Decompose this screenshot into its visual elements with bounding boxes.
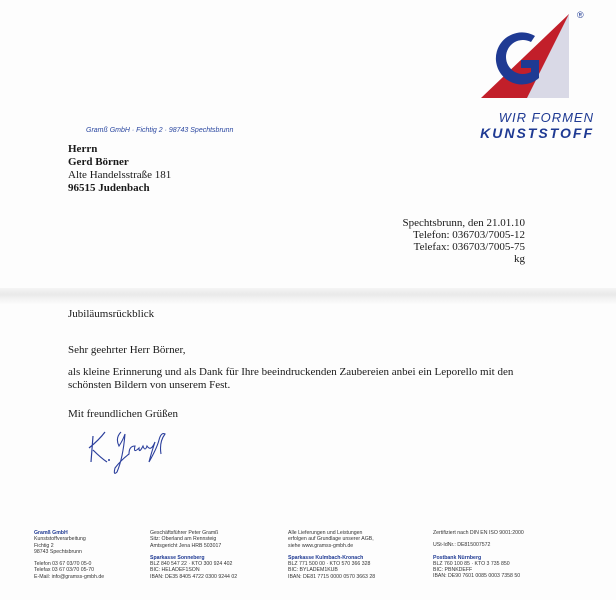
letter-greeting: Sehr geehrter Herr Börner,	[68, 344, 186, 356]
footer-text: IBAN: DE81 7715 0000 0570 3663 28	[288, 573, 376, 580]
recipient-salutation: Herrn	[68, 143, 98, 155]
slogan-line-2: KUNSTSTOFF	[480, 125, 594, 141]
footer-text: BLZ 760 100 85 · KTO 3 735 850	[433, 560, 510, 567]
sender-return-address: Gramß GmbH · Fichtig 2 · 98743 Spechtsbrunn	[86, 127, 234, 134]
footer-text: Alle Lieferungen und Leistungen	[288, 530, 363, 536]
recipient-city: 96515 Judenbach	[68, 182, 150, 194]
footer-bank-name: Sparkasse Kulmbach-Kronach	[288, 554, 364, 561]
footer-email: E-Mail: info@gramss-gmbh.de	[34, 573, 105, 580]
registered-mark: ®	[577, 10, 584, 20]
recipient-address	[68, 143, 171, 195]
footer-text: USt-IdNr.: DE815007572	[433, 542, 491, 549]
slogan-line-1: WIR FORMEN	[498, 110, 594, 125]
recipient-name: Gerd Börner	[68, 156, 129, 168]
footer-text: BLZ 840 547 22 · KTO 300 924 402	[150, 561, 233, 568]
footer-text: Geschäftsführer Peter Gramß	[150, 530, 219, 536]
g-logo-icon	[473, 6, 593, 106]
footer-text: Zertifiziert nach DIN EN ISO 9001:2000	[433, 530, 524, 536]
author-initials: kg	[514, 253, 525, 265]
footer-certification-column	[433, 530, 524, 580]
footer-terms-column	[288, 530, 375, 580]
letter-info-block	[402, 217, 525, 265]
place-date: Spechtsbrunn, den 21.01.10	[402, 217, 525, 229]
paper-fold	[0, 288, 616, 304]
recipient-street: Alte Handelsstraße 181	[68, 169, 172, 181]
footer-text: erfolgen auf Grundlage unserer AGB,	[288, 536, 374, 543]
letter-footer	[0, 522, 616, 600]
letter-closing: Mit freundlichen Grüßen	[68, 408, 178, 420]
footer-text: BIC: BYLADEM1KUB	[288, 567, 338, 574]
footer-bank-name: Postbank Nürnberg	[433, 554, 482, 561]
footer-text: BIC: PBNKDEFF	[433, 567, 473, 574]
footer-company-column	[34, 530, 104, 580]
footer-management-column	[150, 530, 237, 580]
footer-company-name: Gramß GmbH	[34, 530, 68, 536]
footer-fax: Telefax 03 67 03/70 05-70	[34, 567, 94, 574]
footer-text: BIC: HELADEF1SON	[150, 567, 200, 574]
footer-text: Amtsgericht Jena HRB 503017	[150, 542, 222, 549]
phone-number: Telefon: 036703/7005-12	[413, 229, 525, 241]
footer-text: Kunststoffverarbeitung	[34, 536, 86, 543]
company-logo	[443, 6, 608, 146]
letter-subject: Jubiläumsrückblick	[68, 308, 155, 320]
footer-text: 98743 Spechtsbrunn	[34, 548, 82, 555]
footer-phone: Telefon 03 67 03/70 05-0	[34, 561, 92, 568]
footer-bank-name: Sparkasse Sonneberg	[150, 554, 205, 561]
fax-number: Telefax: 036703/7005-75	[413, 241, 525, 253]
footer-text: IBAN: DE35 8405 4722 0300 9244 02	[150, 573, 238, 580]
footer-text: BLZ 771 500 00 · KTO 570 366 328	[288, 561, 371, 568]
footer-text: Sitz: Oberland am Rennsteig	[150, 536, 217, 543]
handwritten-signature	[85, 418, 175, 478]
letter-body: als kleine Erinnerung und als Dank für Ihre beeindruckenden Zaubereien anbei ein Leporello mit den schönsten Bildern von unserem Fest.	[68, 366, 514, 391]
footer-text: IBAN: DE90 7601 0085 0003 7358 50	[433, 573, 521, 580]
footer-text: siehe www.gramss-gmbh.de	[288, 542, 354, 549]
footer-text: Fichtig 2	[34, 542, 54, 549]
